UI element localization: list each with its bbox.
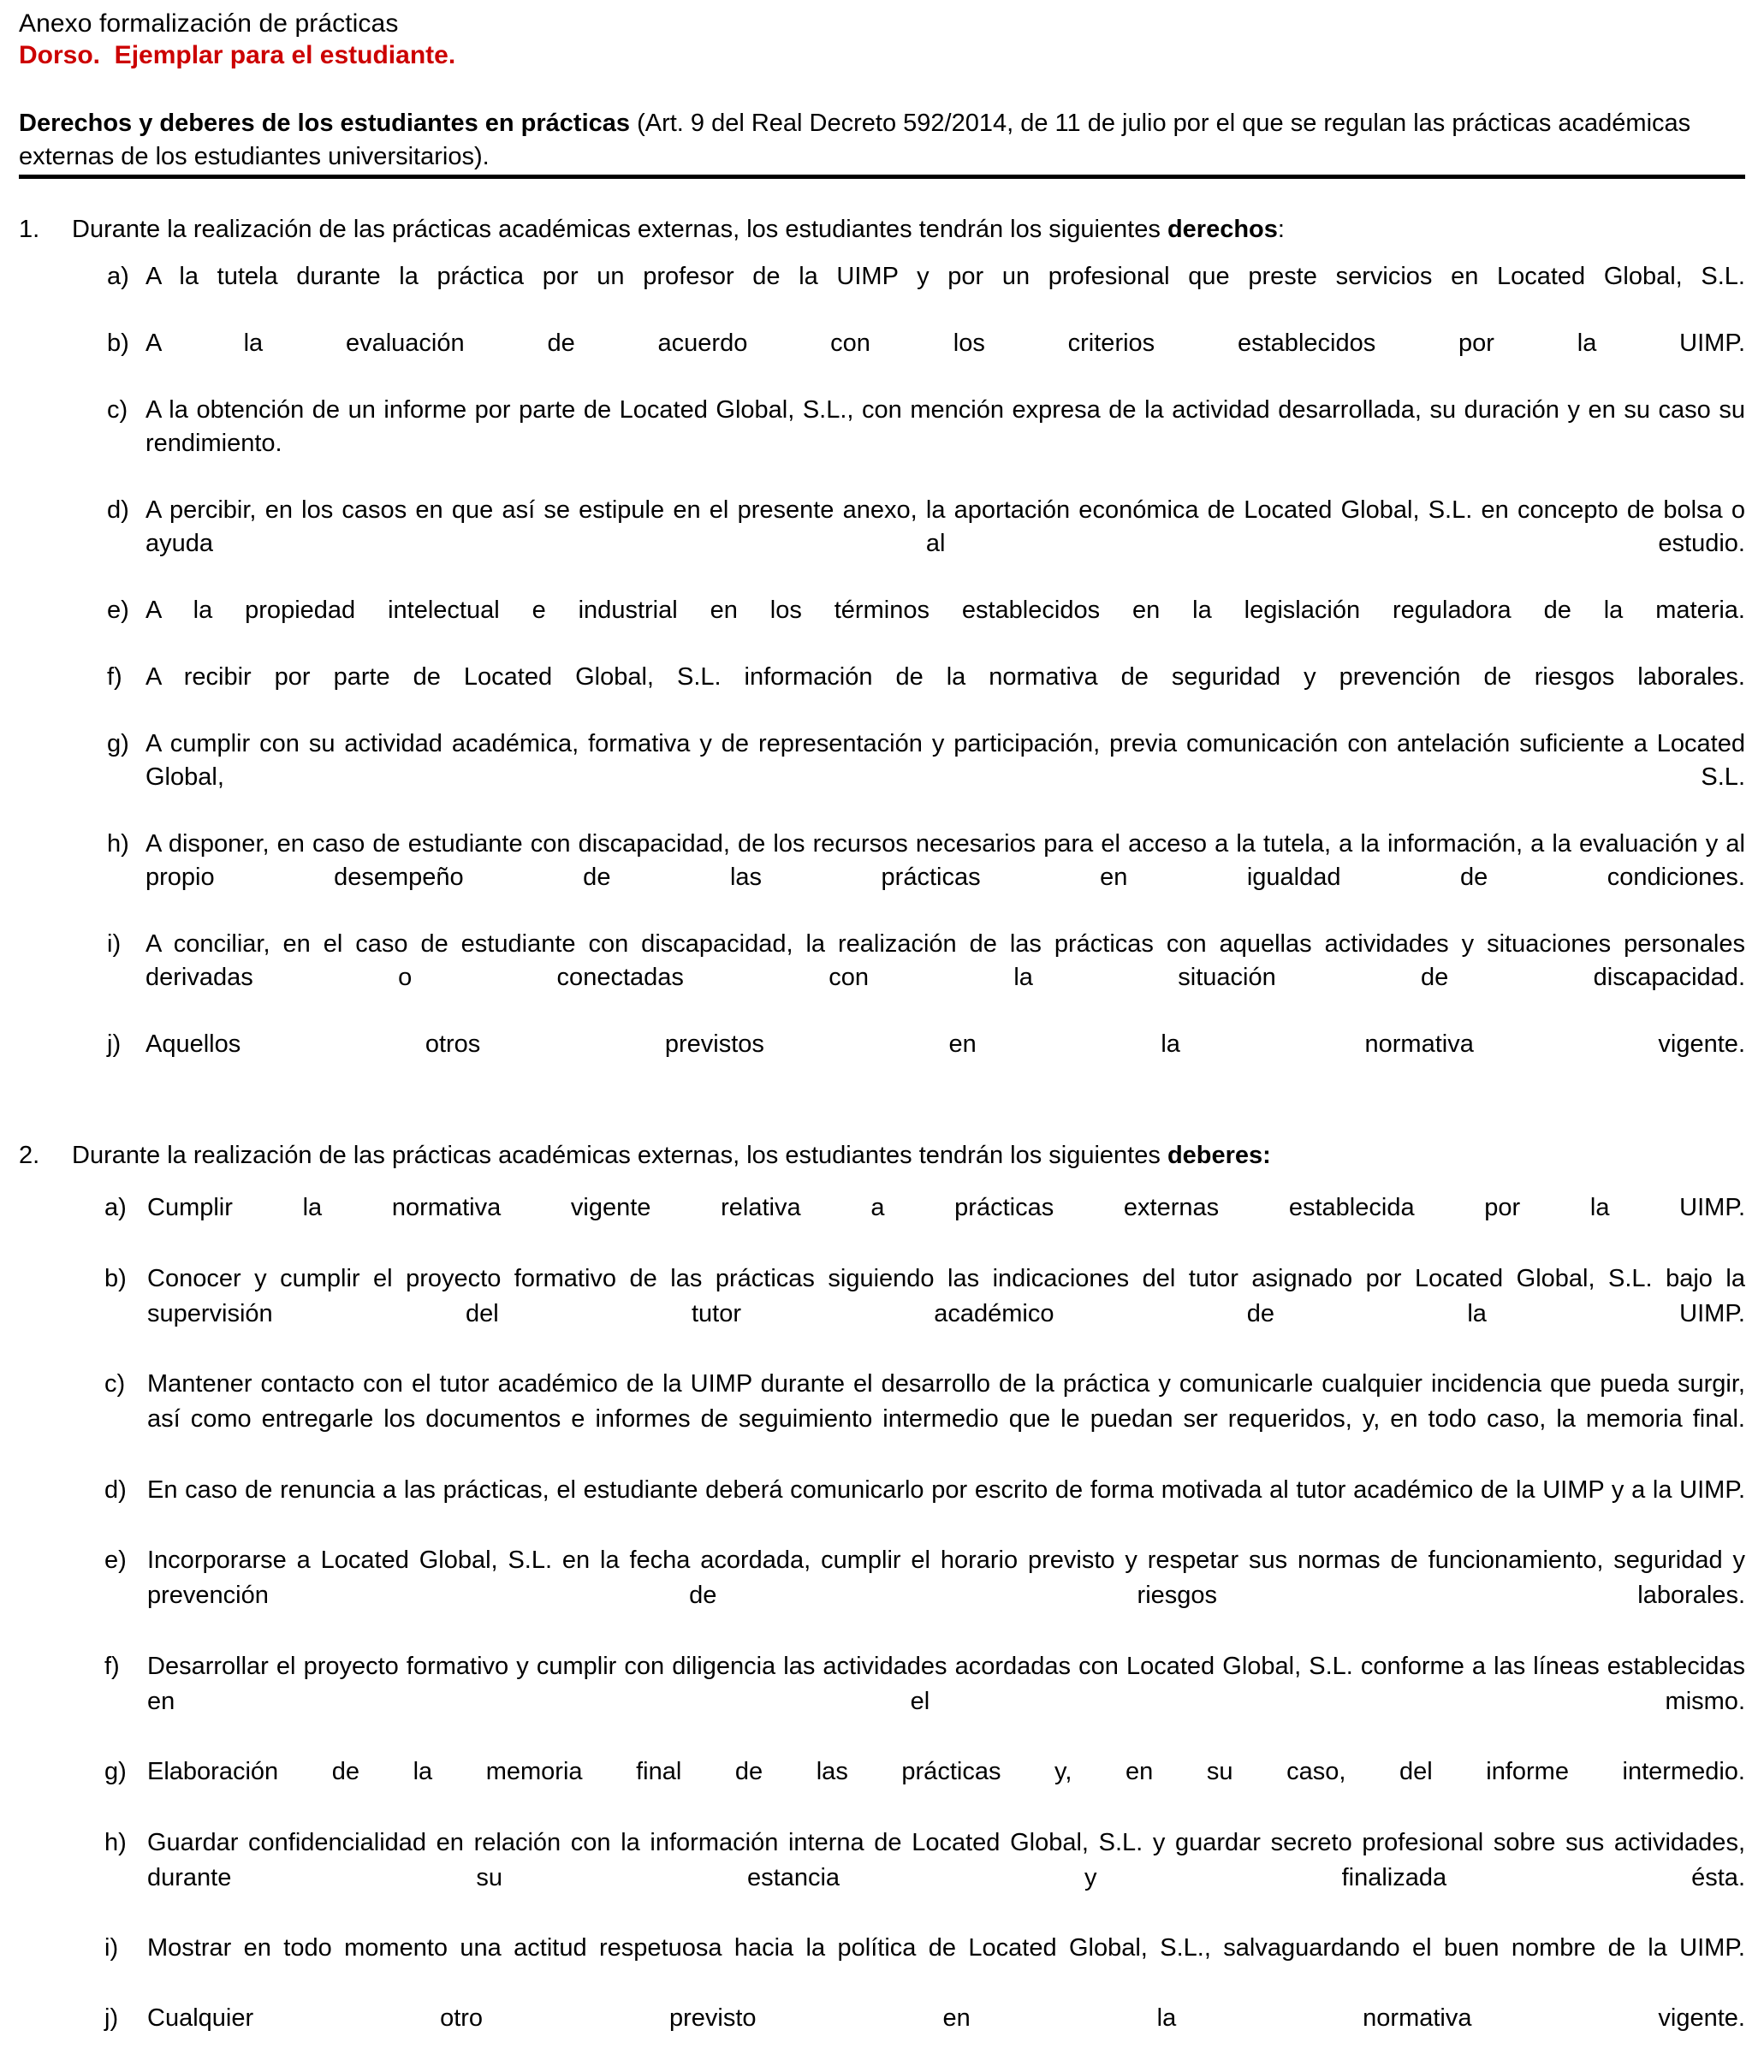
sub-list-deberes <box>19 1190 1745 2071</box>
document-subtitle: Dorso. Ejemplar para el estudiante. <box>19 40 456 69</box>
list-item-text: A la propiedad intelectual e industrial en los términos establecidos en la legislación reguladora de la materia. <box>146 596 1745 624</box>
list-item-marker: b) <box>104 1264 127 1292</box>
section-lead-tail-1: : <box>1277 216 1285 244</box>
section-lead-bold-1: derechos <box>1167 216 1278 244</box>
list-item-text: Guardar confidencialidad en relación con la información interna de Located Global, S.L. y guardar secreto profesional sobre sus actividades, durante su estancia y finalizada ésta. <box>147 1828 1745 1891</box>
list-item-marker: c) <box>104 1370 126 1398</box>
section-number-2: 2. <box>19 1141 40 1169</box>
list-item-marker: i) <box>104 1934 119 1962</box>
intro-paragraph <box>19 107 1745 173</box>
page-title: Anexo formalización de prácticas <box>19 9 399 38</box>
list-item-marker: e) <box>104 1547 127 1575</box>
header-divider <box>19 175 1745 179</box>
list-item <box>19 928 1745 1028</box>
section-lead-bold-2: deberes: <box>1167 1141 1271 1169</box>
section-lead-text-2: Durante la realización de las prácticas académicas externas, los estudiantes tendrán los siguientes <box>72 1141 1167 1169</box>
list-item-text: A la evaluación de acuerdo con los criterios establecidos por la UIMP. <box>146 329 1745 357</box>
list-item-marker: g) <box>107 729 129 757</box>
section-derechos <box>19 213 1745 1095</box>
list-item <box>19 327 1745 394</box>
list-item-text: A disponer, en caso de estudiante con discapacidad, de los recursos necesarios para el acceso a la tutela, a la información, a la evaluación y al propio desempeño de las prácticas en igualdad de condiciones. <box>146 829 1745 891</box>
list-item-text: A conciliar, en el caso de estudiante con discapacidad, la realización de las prácticas con aquellas actividades y situaciones personales derivadas o conectadas con la situación de discapacidad. <box>146 929 1745 991</box>
list-item <box>19 1367 1745 1473</box>
list-item-marker: c) <box>107 395 128 424</box>
section-lead-text-1: Durante la realización de las prácticas académicas externas, los estudiantes tendrán los siguientes <box>72 216 1167 244</box>
section-number-1: 1. <box>19 216 40 244</box>
list-item <box>19 1190 1745 1261</box>
list-item-text: Elaboración de la memoria final de las prácticas y, en su caso, del informe intermedio. <box>147 1758 1745 1786</box>
list-item-text: Cualquier otro previsto en la normativa vigente. <box>147 2004 1745 2033</box>
list-item <box>19 1826 1745 1932</box>
list-item-text: Aquellos otros previstos en la normativa vigente. <box>146 1030 1745 1058</box>
list-item <box>19 1473 1745 1543</box>
list-item-text: A percibir, en los casos en que así se estipule en el presente anexo, la aportación económica de Located Global, S.L. en concepto de bolsa o ayuda al estudio. <box>146 496 1745 557</box>
list-item-marker: d) <box>104 1475 127 1504</box>
list-item-text: Incorporarse a Located Global, S.L. en la fecha acordada, cumplir el horario previsto y respetar sus normas de funcionamiento, seguridad y prevención de riesgos laborales. <box>147 1547 1745 1610</box>
list-item <box>19 1028 1745 1095</box>
list-item-text: A la obtención de un informe por parte de Located Global, S.L., con mención expresa de la actividad desarrollada, su duración y en su caso su rendimiento. <box>146 395 1745 457</box>
list-item-marker: e) <box>107 596 129 624</box>
intro-rest: (Art. 9 del Real Decreto 592/2014, de 11 de julio por el que se regulan las prácticas académicas externas de los estudiantes universitarios). <box>19 110 1691 170</box>
list-item-text: En caso de renuncia a las prácticas, el estudiante deberá comunicarlo por escrito de forma motivada al tutor académico de la UIMP y a la UIMP. <box>147 1475 1745 1504</box>
section-heading-2 <box>19 1139 1745 1173</box>
list-item <box>19 394 1745 494</box>
list-item-marker: f) <box>107 662 122 691</box>
document-header <box>19 9 1745 71</box>
list-item <box>19 2001 1745 2071</box>
intro-bold-lead: Derechos y deberes de los estudiantes en prácticas <box>19 110 631 138</box>
list-item-marker: i) <box>107 929 122 958</box>
list-item <box>19 1543 1745 1649</box>
list-item-marker: a) <box>107 262 129 290</box>
list-item <box>19 1262 1745 1368</box>
list-item-marker: j) <box>107 1030 122 1058</box>
list-item <box>19 1649 1745 1755</box>
list-item-marker: h) <box>104 1828 127 1856</box>
list-item-marker: g) <box>104 1758 127 1786</box>
list-item-marker: b) <box>107 329 129 357</box>
list-item <box>19 727 1745 828</box>
section-lead-2 <box>72 1142 1271 1169</box>
list-item-marker: j) <box>104 2004 119 2033</box>
list-item-text: Mostrar en todo momento una actitud respetuosa hacia la política de Located Global, S.L., salvaguardando el buen nombre de la UIMP. <box>147 1934 1745 1962</box>
list-item-marker: h) <box>107 829 129 858</box>
list-item-text: Mantener contacto con el tutor académico de la UIMP durante el desarrollo de la práctica y comunicarle cualquier incidencia que pueda surgir, así como entregarle los documentos e informes de seguimiento intermedio que le puedan ser requeridos, y, en todo caso, la memoria final. <box>147 1370 1745 1434</box>
list-item-text: Desarrollar el proyecto formativo y cumplir con diligencia las actividades acordadas con Located Global, S.L. conforme a las líneas establecidas en el mismo. <box>147 1652 1745 1715</box>
list-item <box>19 1754 1745 1825</box>
list-item <box>19 260 1745 327</box>
list-item <box>19 494 1745 594</box>
sub-list-derechos <box>19 260 1745 1095</box>
list-item-text: Conocer y cumplir el proyecto formativo de las prácticas siguiendo las indicaciones del tutor asignado por Located Global, S.L. bajo la supervisión del tutor académico de la UIMP. <box>147 1264 1745 1327</box>
list-item-text: Cumplir la normativa vigente relativa a prácticas externas establecida por la UIMP. <box>147 1194 1745 1222</box>
list-item-text: A recibir por parte de Located Global, S.L. información de la normativa de seguridad y prevención de riesgos laborales. <box>146 662 1745 691</box>
intro-block <box>19 107 1745 179</box>
list-item-marker: a) <box>104 1194 127 1222</box>
list-item-text: A la tutela durante la práctica por un profesor de la UIMP y por un profesional que preste servicios en Located Global, S.L. <box>146 262 1745 290</box>
list-item <box>19 594 1745 661</box>
list-item <box>19 828 1745 928</box>
list-item-marker: f) <box>104 1652 120 1680</box>
list-item <box>19 661 1745 727</box>
list-item-text: A cumplir con su actividad académica, formativa y de representación y participación, previa comunicación con antelación suficiente a Located Global, S.L. <box>146 729 1745 791</box>
section-lead-1 <box>72 216 1285 243</box>
list-item <box>19 1931 1745 2001</box>
section-deberes <box>19 1139 1745 2072</box>
section-heading-1 <box>19 213 1745 246</box>
list-item-marker: d) <box>107 496 129 524</box>
